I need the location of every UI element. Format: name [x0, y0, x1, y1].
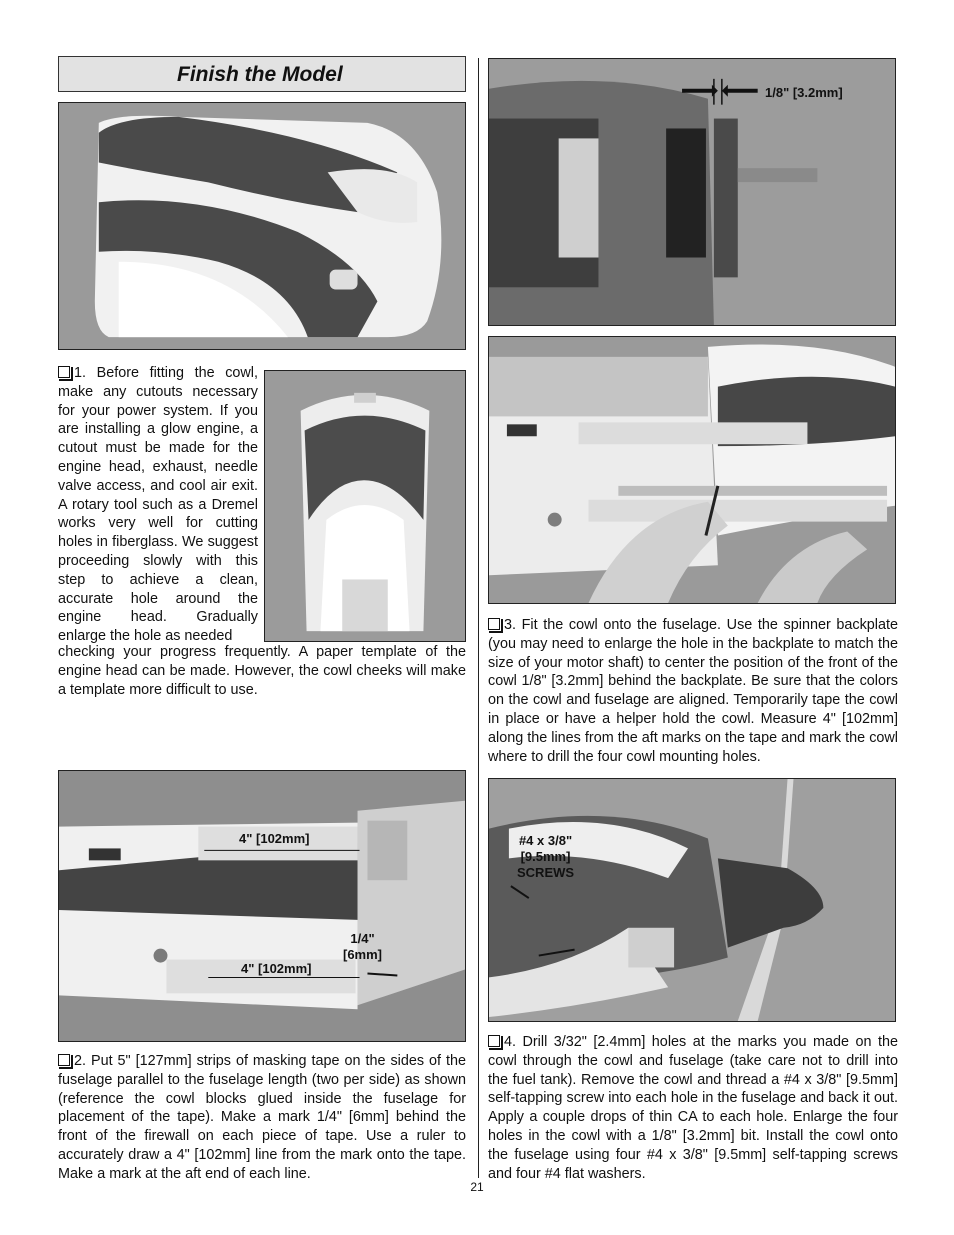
- step-2-text-body: 2. Put 5" [127mm] strips of masking tape on the sides of the fuselage parallel to the fuselage length (two per side) as shown (reference the cowl blocks glued inside the fuselage for placement of the tape). Make a mark 1/4" [6mm] behind the front of the firewall on each piece of tape. Use a ruler to accurately draw a 4" [102mm] line from the mark onto the tape. Make a mark at the aft end of each line.: [58, 1053, 466, 1182]
- step-4-text: [488, 1033, 898, 1183]
- step-3-text-body: 3. Fit the cowl onto the fuselage. Use the spinner backplate (you may need to enlarge the hole in the backplate to match the size of your motor shaft) to center the position of the front of the cowl 1/8" [3.2mm] behind the backplate. Be sure that the colors on the cowl and fuselage are aligned. Temporarily tape the cowl in place or have a helper hold the cowl. Measure 4" [102mm] along the lines from the aft marks on the tape and mark the cowl where to drill the four cowl mounting holes.: [488, 617, 898, 765]
- step-1-text-rest: checking your progress frequently. A paper template of the engine head can be made. However, the cowl cheeks will make a template more difficult to use.: [58, 644, 466, 698]
- step-2-text: [58, 1052, 466, 1184]
- screws-label-line1: #4 x 3/8": [518, 833, 573, 848]
- step-1-text: [58, 364, 258, 646]
- quarter-inch-label: [343, 931, 382, 963]
- section-title-box: [58, 56, 466, 92]
- quarter-inch-label-line1: 1/4": [350, 931, 375, 946]
- step-2-checkbox[interactable]: [58, 1054, 70, 1066]
- step-3-text: [488, 616, 898, 766]
- step-1-text-continued: [58, 643, 466, 699]
- screws-label-line2: [9.5mm]: [520, 849, 571, 864]
- column-divider: [478, 58, 479, 1178]
- screws-label: [517, 833, 574, 881]
- section-title: Finish the Model: [177, 63, 343, 86]
- photo-cowl-front: [264, 370, 466, 642]
- step-4-checkbox[interactable]: [488, 1035, 500, 1047]
- quarter-inch-label-line2: [6mm]: [343, 947, 383, 962]
- step-1-checkbox[interactable]: [58, 366, 70, 378]
- page-number: 21: [470, 1180, 484, 1194]
- step-1-text-first: 1. Before fitting the cowl, make any cutouts necessary for your power system. If you are installing a glow engine, a cutout must be made for the engine head, exhaust, needle valve access, and cool air exit. A rotary tool such as a Dremel works very well for cutting holes in fiberglass. We suggest proceeding slowly with this step to achieve a clean, accurate hole around the engine head. Gradually enlarge the hole as needed: [58, 365, 258, 645]
- photo-fuselage-tape: [58, 770, 466, 1042]
- photo-backplate-gap: [488, 58, 896, 326]
- tape-bottom-label: 4" [102mm]: [241, 961, 312, 976]
- photo-cowl-screws: [488, 778, 896, 1022]
- tape-top-label: 4" [102mm]: [239, 831, 310, 846]
- photo-cowl-side: [58, 102, 466, 350]
- gap-label: 1/8" [3.2mm]: [765, 85, 843, 100]
- step-3-checkbox[interactable]: [488, 618, 500, 630]
- photo-cowl-measure: [488, 336, 896, 604]
- step-4-text-body: 4. Drill 3/32" [2.4mm] holes at the marks you made on the cowl through the cowl and fuselage (take care not to drill into the fuel tank). Remove the cowl and thread a #4 x 3/8" [9.5mm] self-tapping screw into each hole in the fuselage and back it out. Apply a couple drops of thin CA to each hole. Enlarge the four holes in the cowl with a 1/8" [3.2mm] bit. Install the cowl onto the fuselage using four #4 x 3/8" [9.5mm] self-tapping screws and four #4 flat washers.: [488, 1034, 898, 1182]
- screws-label-line3: SCREWS: [517, 865, 575, 880]
